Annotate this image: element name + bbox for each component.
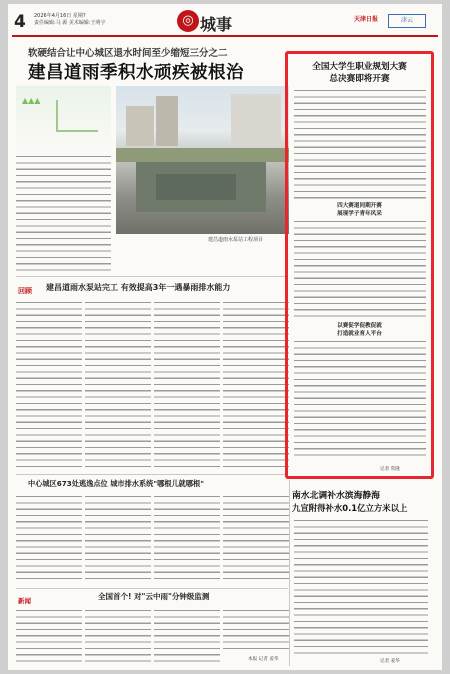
highlight-subhead-4: 打造就业育人平台 xyxy=(337,331,382,337)
bottom-left-col1 xyxy=(16,494,82,584)
highlight-headline-1: 全国大学生职业规划大赛 xyxy=(312,62,407,72)
lead-subheadline: 软硬结合让中心城区退水时间至少缩短三分之二 xyxy=(28,48,228,59)
footer-col1 xyxy=(16,608,82,662)
date-line: 2026年4月16日 星期? xyxy=(34,13,86,19)
lead-photo xyxy=(116,86,289,234)
partner-logo-2: 津云 xyxy=(388,14,426,28)
footer-rule xyxy=(16,588,288,589)
section-logo: ◎ xyxy=(177,10,199,32)
bottom-left-col4 xyxy=(223,494,289,584)
lead-bottom-rule xyxy=(16,276,288,277)
lead-headline: 建昌道雨季积水顽疾被根治 xyxy=(28,63,244,83)
photo-caption: 建昌道雨水泵站工程项目 xyxy=(208,237,264,243)
newspaper-page xyxy=(8,4,442,670)
masthead-rule xyxy=(12,35,438,37)
highlight-body-3 xyxy=(294,339,426,459)
footer-col2 xyxy=(85,608,151,662)
story2-col2 xyxy=(85,300,151,470)
page-number: 4 xyxy=(14,12,26,32)
story2-col4 xyxy=(223,300,289,470)
partner-logo-1: 天津日报 xyxy=(354,16,379,23)
story2-col1 xyxy=(16,300,82,470)
footer-byline: 本报 记者 姜华 xyxy=(248,657,279,662)
bottom-left-headline: 中心城区673处逃逸点位 城市排水系统"哪根儿就哪根" xyxy=(28,479,204,488)
highlight-headline-2: 总决赛即将开赛 xyxy=(329,74,390,84)
highlight-body-1 xyxy=(294,88,426,200)
highlight-subhead-1: 四大赛道同期开赛 xyxy=(337,203,382,209)
bottom-right-headline-1: 南水北调补水滨海静海 xyxy=(292,491,380,501)
bottom-right-body xyxy=(294,518,428,656)
highlight-body-2 xyxy=(294,219,426,319)
column-divider xyxy=(289,480,290,666)
editor-line: 责任编辑:马 源 美术编辑:王明宇 xyxy=(34,20,106,26)
footer-col3 xyxy=(154,608,220,662)
highlight-subhead-3: 以赛促学促教促就 xyxy=(337,323,382,329)
story2-bottom-rule xyxy=(16,474,288,475)
footer-col4 xyxy=(223,608,289,654)
bottom-left-col3 xyxy=(154,494,220,584)
bottom-right-byline: 记者 姜华 xyxy=(380,659,400,664)
lead-inset-graphic: ▲▲▲ xyxy=(16,86,111,152)
bottom-right-headline-2: 九宣附得补水0.1亿立方米以上 xyxy=(292,503,408,513)
lead-body-text xyxy=(16,154,111,274)
bottom-left-col2 xyxy=(85,494,151,584)
footer-headline: 全国首个! 对"云中雨"分钟级监测 xyxy=(98,592,210,601)
story2-col3 xyxy=(154,300,220,470)
section-title: 城事 xyxy=(200,15,233,34)
story2-kicker: 回顾 xyxy=(18,287,32,295)
story2-headline: 建昌道雨水泵站完工 有效提高3年一遇暴雨排水能力 xyxy=(46,283,231,292)
footer-kicker: 新闻 xyxy=(18,597,31,605)
highlight-subhead-2: 展现学子青年风采 xyxy=(337,211,382,217)
highlight-byline: 记者 常隆 xyxy=(380,467,400,472)
